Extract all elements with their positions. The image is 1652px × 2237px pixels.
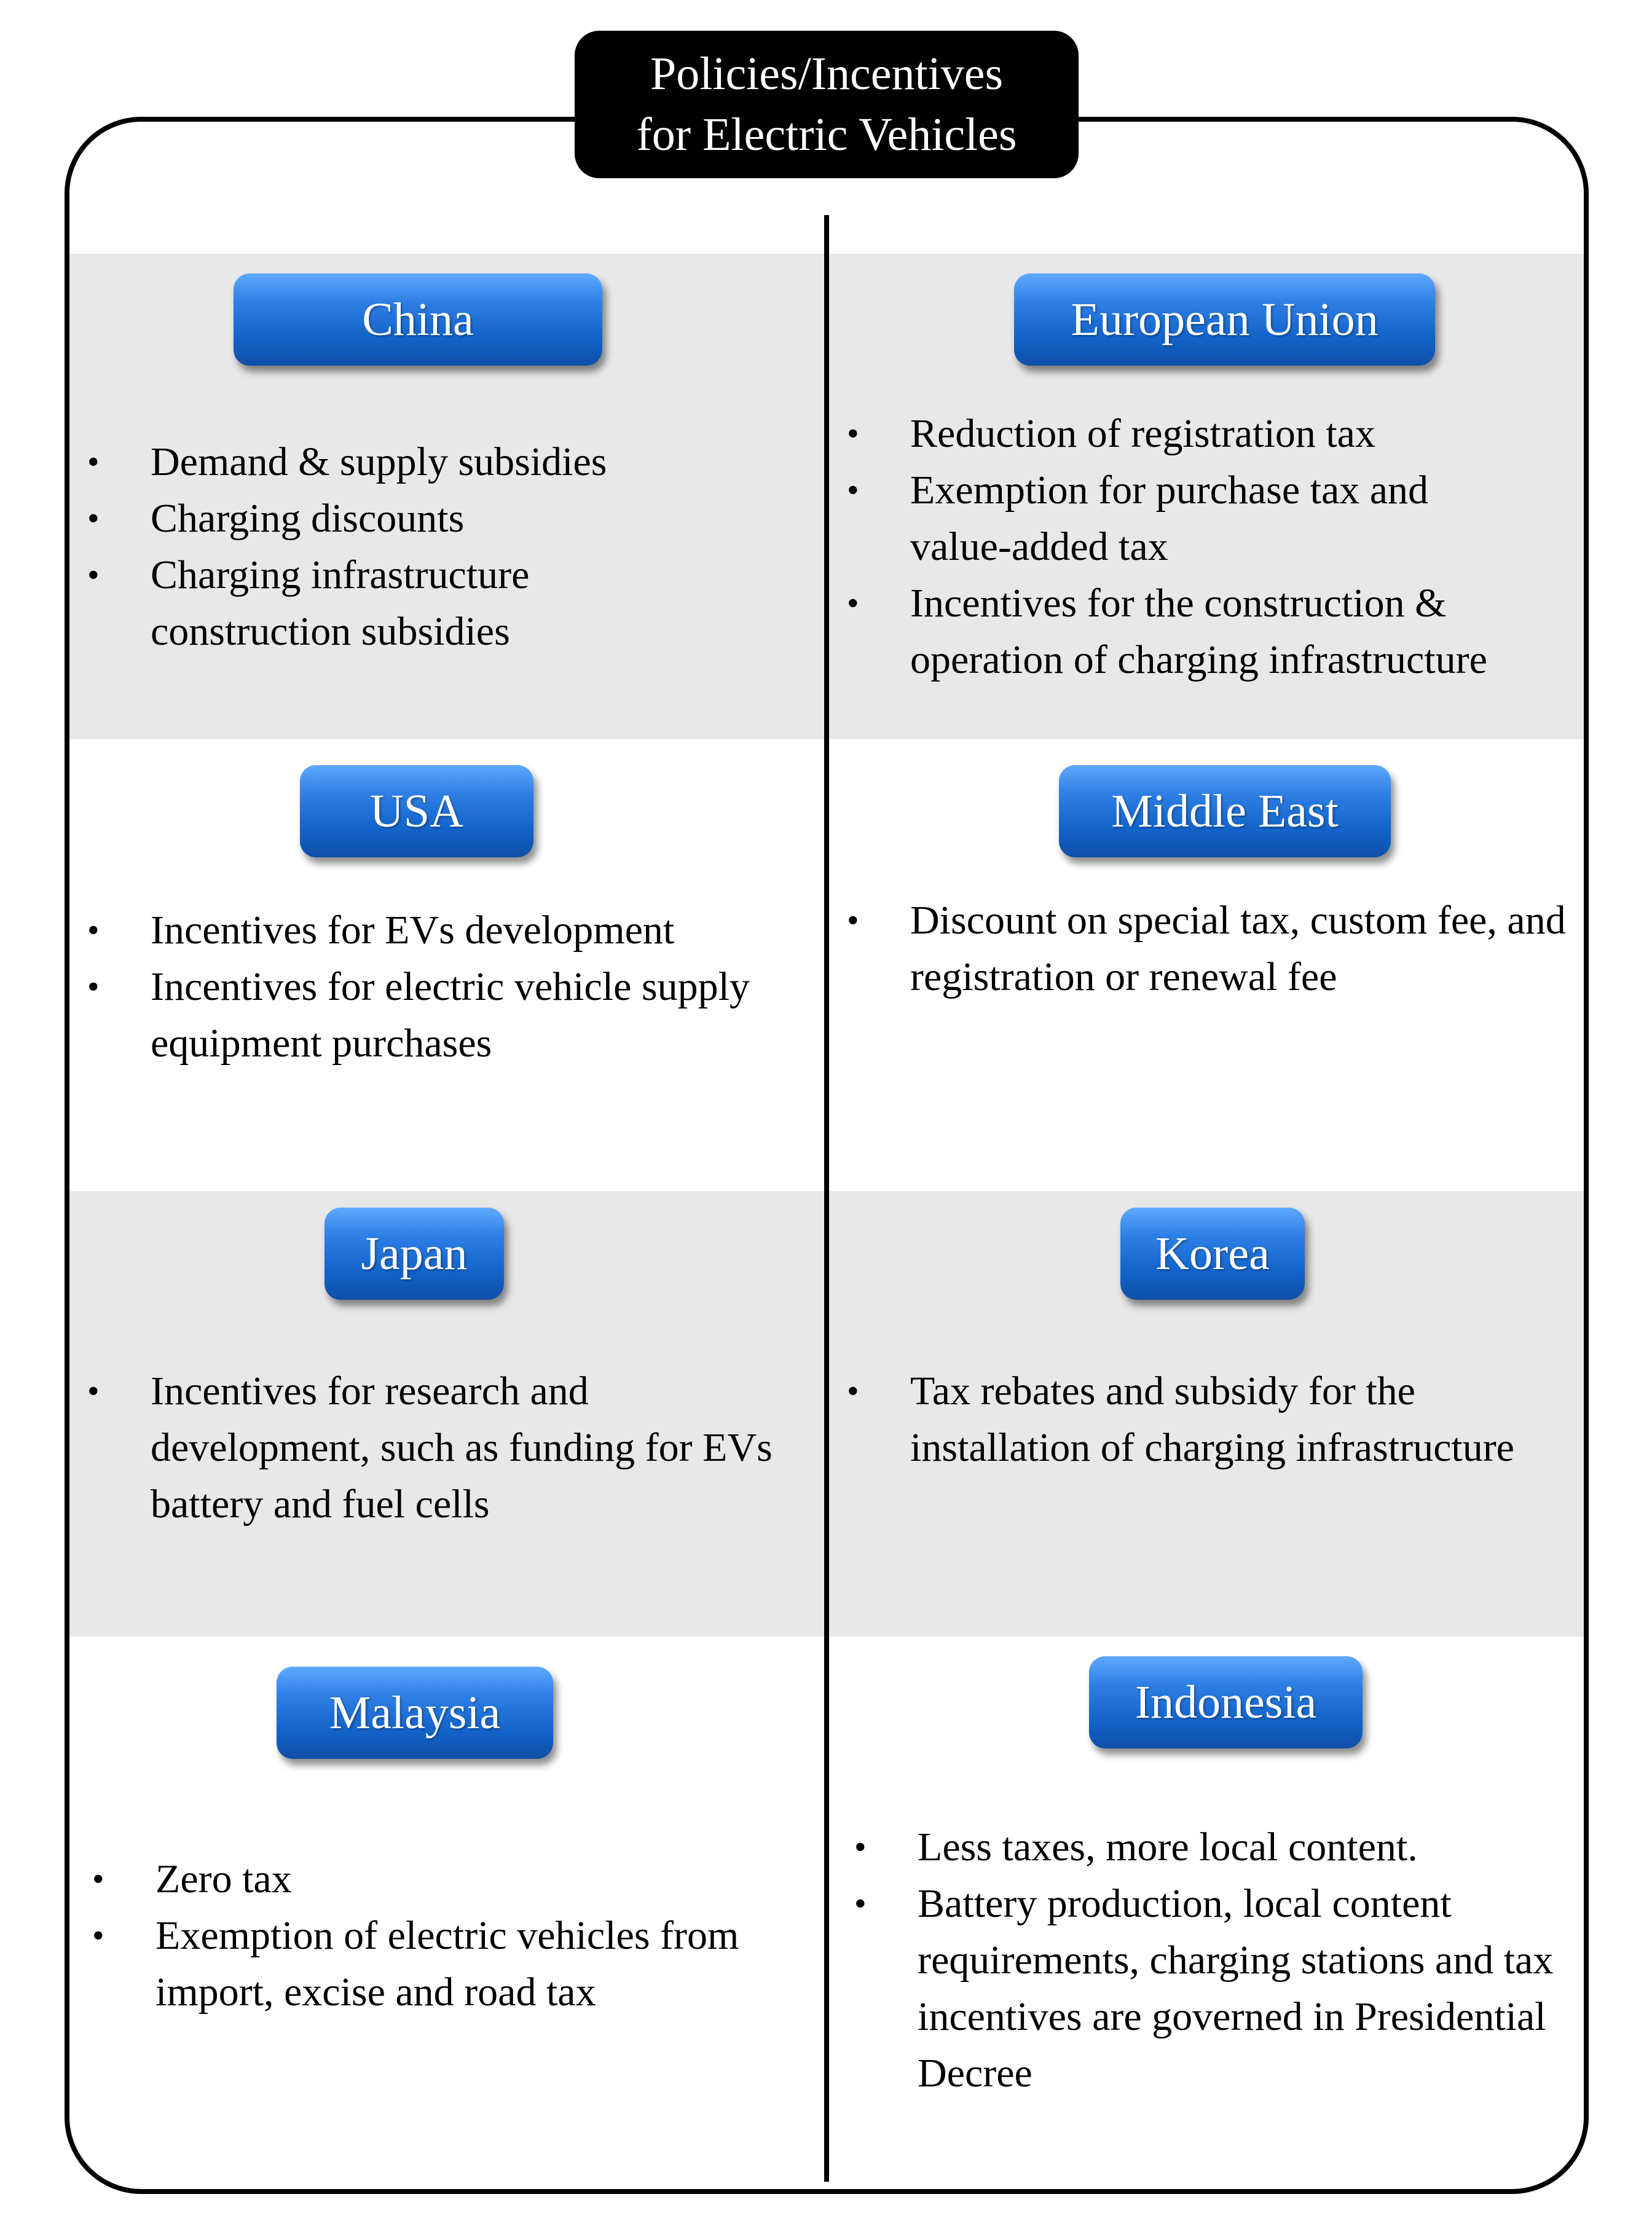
- policy-list-indonesia: [854, 1819, 1573, 2102]
- policy-item: • Discount on special tax, custom fee, and registration or renewal fee: [847, 892, 1584, 1005]
- policy-item: • Incentives for EVs development: [87, 902, 812, 959]
- policy-item: • Demand & supply subsidies: [87, 434, 800, 490]
- policy-item: • Exemption for purchase tax and value-added tax: [847, 462, 1476, 575]
- diagram-title: [575, 31, 1079, 178]
- policy-list-korea: [847, 1363, 1560, 1476]
- region-pill-european-union: European Union: [1014, 273, 1435, 366]
- center-divider: [824, 215, 829, 2182]
- policy-item: • Charging infrastructure construction subsidies: [87, 547, 685, 660]
- region-pill-usa: USA: [300, 765, 533, 857]
- region-pill-middle-east: Middle East: [1059, 765, 1391, 857]
- policy-item: • Incentives for the construction & operation of charging infrastructure: [847, 575, 1584, 688]
- policy-item: • Reduction of registration tax: [847, 406, 1584, 462]
- region-pill-malaysia: Malaysia: [277, 1667, 553, 1759]
- policy-item: • Incentives for research and development, such as funding for EVs battery and fuel cells: [87, 1363, 812, 1533]
- policy-item: • Charging discounts: [87, 490, 800, 547]
- region-pill-japan: Japan: [324, 1208, 504, 1300]
- policy-list-usa: [87, 902, 812, 1072]
- policy-list-middle-east: [847, 892, 1584, 1005]
- policy-item: • Battery production, local content requirements, charging stations and tax incentives are governed in Presidential Decree: [854, 1876, 1557, 2102]
- policy-list-japan: [87, 1363, 812, 1533]
- policy-item: • Incentives for electric vehicle supply equipment purchases: [87, 959, 765, 1072]
- policy-item: • Tax rebates and subsidy for the installation of charging infrastructure: [847, 1363, 1525, 1476]
- policy-list-european-union: [847, 406, 1584, 688]
- policy-item: • Exemption of electric vehicles from import, excise and road tax: [92, 1908, 770, 2021]
- region-pill-china: China: [234, 273, 602, 366]
- title-line-1: Policies/Incentives: [650, 48, 1004, 100]
- policy-list-china: [87, 434, 800, 660]
- title-line-2: for Electric Vehicles: [636, 109, 1017, 160]
- policy-item: • Zero tax: [92, 1851, 817, 1908]
- region-pill-korea: Korea: [1120, 1208, 1305, 1300]
- region-pill-indonesia: Indonesia: [1089, 1656, 1363, 1748]
- policy-list-malaysia: [92, 1851, 817, 2021]
- policy-item: • Less taxes, more local content.: [854, 1819, 1573, 1876]
